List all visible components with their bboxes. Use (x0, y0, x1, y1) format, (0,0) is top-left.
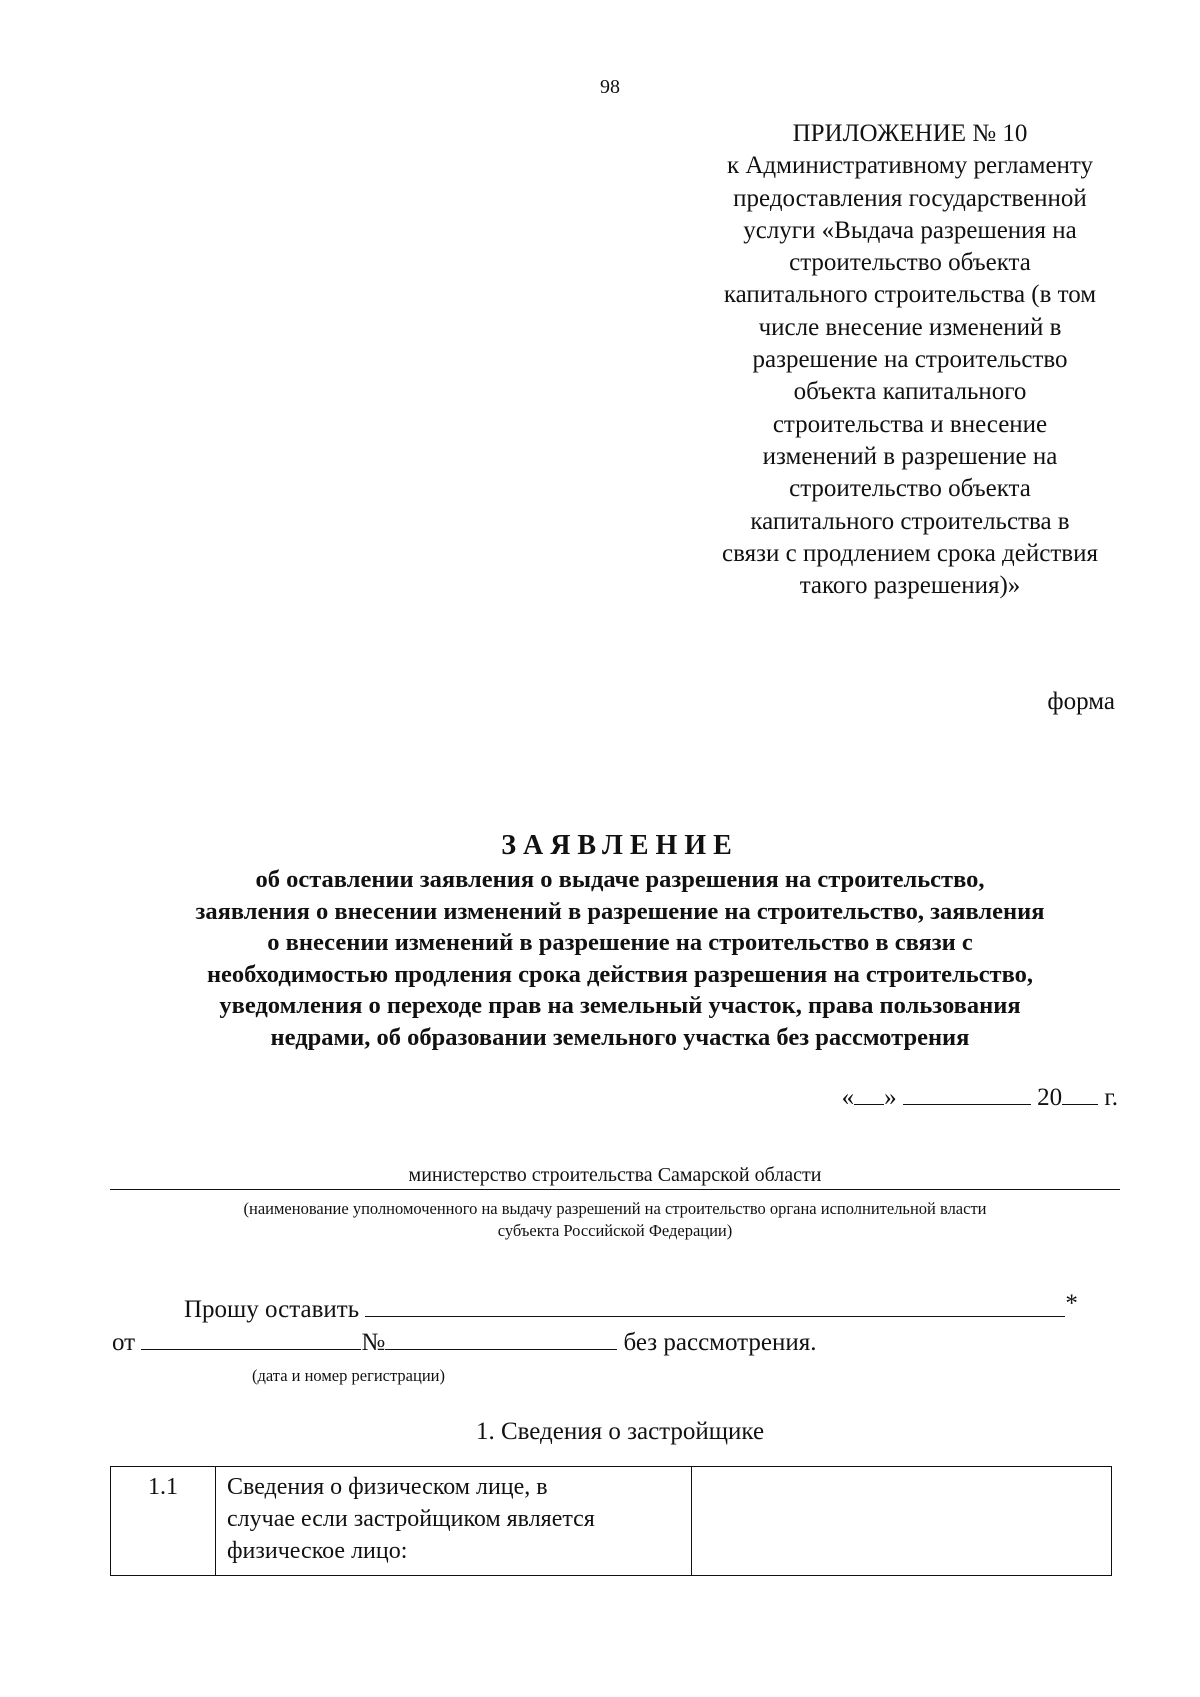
table-row (111, 1467, 1112, 1576)
row-value-field[interactable] (692, 1467, 1112, 1576)
title-line: о внесении изменений в разрешение на строительство в связи с (267, 929, 973, 956)
registration-number-field[interactable] (385, 1329, 617, 1350)
registration-date-field[interactable] (141, 1329, 361, 1350)
registration-caption: (дата и номер регистрации) (252, 1366, 445, 1385)
appendix-line: разрешение на строительство (752, 346, 1068, 374)
page-number: 98 (600, 76, 620, 98)
request-line (184, 1290, 1078, 1324)
year-field[interactable] (1062, 1084, 1098, 1105)
appendix-line: к Административному регламенту (726, 152, 1094, 180)
row-label (216, 1467, 692, 1576)
document-title (100, 828, 1140, 1053)
title-line: недрами, об образовании земельного участка без рассмотрения (270, 1023, 970, 1051)
section-title-developer-info: 1. Сведения о застройщике (475, 1418, 765, 1445)
appendix-line: ПРИЛОЖЕНИЕ № 10 (792, 120, 1028, 147)
month-field[interactable] (903, 1084, 1031, 1105)
required-asterisk: * (1065, 1290, 1078, 1317)
developer-info-table (110, 1466, 1112, 1576)
row-label-line: физическое лицо: (227, 1538, 408, 1564)
authority-name: министерство строительства Самарской области (110, 1164, 1120, 1190)
appendix-line: капитального строительства в (750, 507, 1070, 535)
request-subject-field[interactable] (365, 1296, 1065, 1317)
date-close-quote: » (884, 1084, 897, 1111)
registration-line (112, 1329, 817, 1357)
title-heading: ЗАЯВЛЕНИЕ (501, 830, 739, 861)
number-label: № (361, 1329, 386, 1356)
title-line: уведомления о переходе прав на земельный участок, права пользования (219, 992, 1021, 1019)
date-line (842, 1084, 1118, 1112)
authority-caption-line: (наименование уполномоченного на выдачу разрешений на строительство органа исполнительной власти (243, 1199, 987, 1218)
appendix-line: услуги «Выдача разрешения на (743, 216, 1077, 244)
form-label: форма (1047, 688, 1115, 715)
row-label-line: Сведения о физическом лице, в (227, 1474, 548, 1500)
appendix-line: строительства и внесение (772, 410, 1048, 438)
row-number: 1.1 (111, 1467, 216, 1576)
authority-caption (110, 1198, 1120, 1242)
appendix-line: числе внесение изменений в (758, 313, 1062, 341)
appendix-reference (690, 118, 1130, 602)
date-open-quote: « (841, 1084, 855, 1111)
request-label: Прошу оставить (184, 1296, 360, 1323)
appendix-line: капитального строительства (в том (723, 281, 1097, 309)
authority-caption-line: субъекта Российской Федерации) (497, 1221, 733, 1240)
appendix-line: такого разрешения)» (799, 572, 1021, 600)
title-line: заявления о внесении изменений в разрешение на строительство, заявления (195, 897, 1045, 925)
appendix-line: предоставления государственной (733, 184, 1087, 212)
appendix-line: связи с продлением срока действия (722, 539, 1098, 567)
without-review-text: без рассмотрения. (623, 1329, 817, 1356)
row-label-line: случае если застройщиком является (227, 1506, 595, 1532)
title-line: необходимостью продления срока действия разрешения на строительство, (206, 960, 1034, 988)
appendix-line: изменений в разрешение на (762, 442, 1058, 470)
appendix-line: строительство объекта (789, 249, 1031, 277)
year-suffix: г. (1104, 1084, 1118, 1111)
title-line: об оставлении заявления о выдаче разрешения на строительство, (255, 866, 985, 893)
year-prefix: 20 (1037, 1084, 1063, 1111)
from-label: от (112, 1329, 136, 1356)
appendix-line: объекта капитального (793, 378, 1027, 406)
day-field[interactable] (854, 1084, 884, 1105)
appendix-line: строительство объекта (789, 475, 1031, 503)
